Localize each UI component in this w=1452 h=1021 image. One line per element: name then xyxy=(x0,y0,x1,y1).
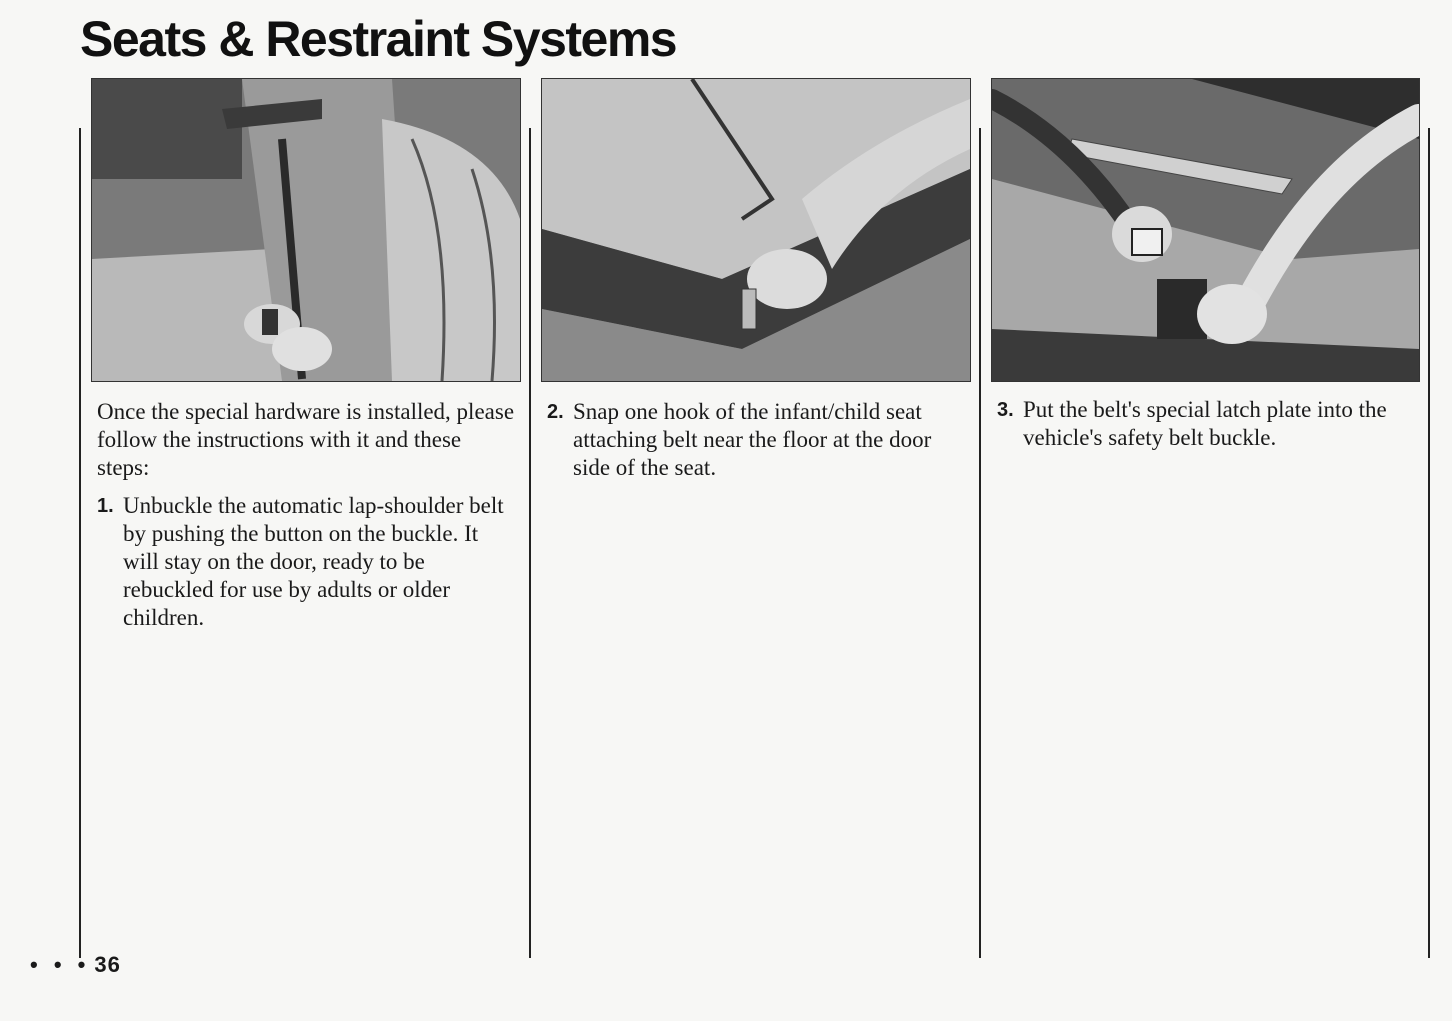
step-1-number: 1. xyxy=(97,495,114,517)
page-title: Seats & Restraint Systems xyxy=(80,11,677,67)
column-divider-middle xyxy=(529,128,531,958)
column-divider-edge xyxy=(1428,128,1430,958)
step-1 xyxy=(97,492,517,632)
step-3-text: Put the belt's special latch plate into the vehicle's safety belt buckle. xyxy=(1023,397,1387,450)
column-2-text xyxy=(547,398,947,482)
page-marker: • • • xyxy=(30,952,91,977)
step-3 xyxy=(997,396,1407,452)
step-2-text: Snap one hook of the infant/child seat attaching belt near the floor at the door side of the seat. xyxy=(573,399,932,480)
step-2 xyxy=(547,398,947,482)
step-2-number: 2. xyxy=(547,401,564,423)
illustration-latch-plate xyxy=(991,78,1420,382)
page-footer xyxy=(30,952,121,978)
column-3-text xyxy=(997,396,1407,452)
step-3-number: 3. xyxy=(997,399,1014,421)
column-1-text xyxy=(97,398,517,632)
step-1-text: Unbuckle the automatic lap-shoulder belt by pushing the button on the buckle. It will stay on the door, ready to be rebuckled for use by adults or older children. xyxy=(123,493,504,630)
page-number: 36 xyxy=(94,952,121,977)
column-divider-right xyxy=(979,128,981,958)
intro-paragraph: Once the special hardware is installed, please follow the instructions with it and these steps: xyxy=(97,399,515,480)
illustration-unbuckle-belt xyxy=(91,78,521,382)
column-divider-left xyxy=(79,128,81,958)
illustration-snap-hook xyxy=(541,78,971,382)
